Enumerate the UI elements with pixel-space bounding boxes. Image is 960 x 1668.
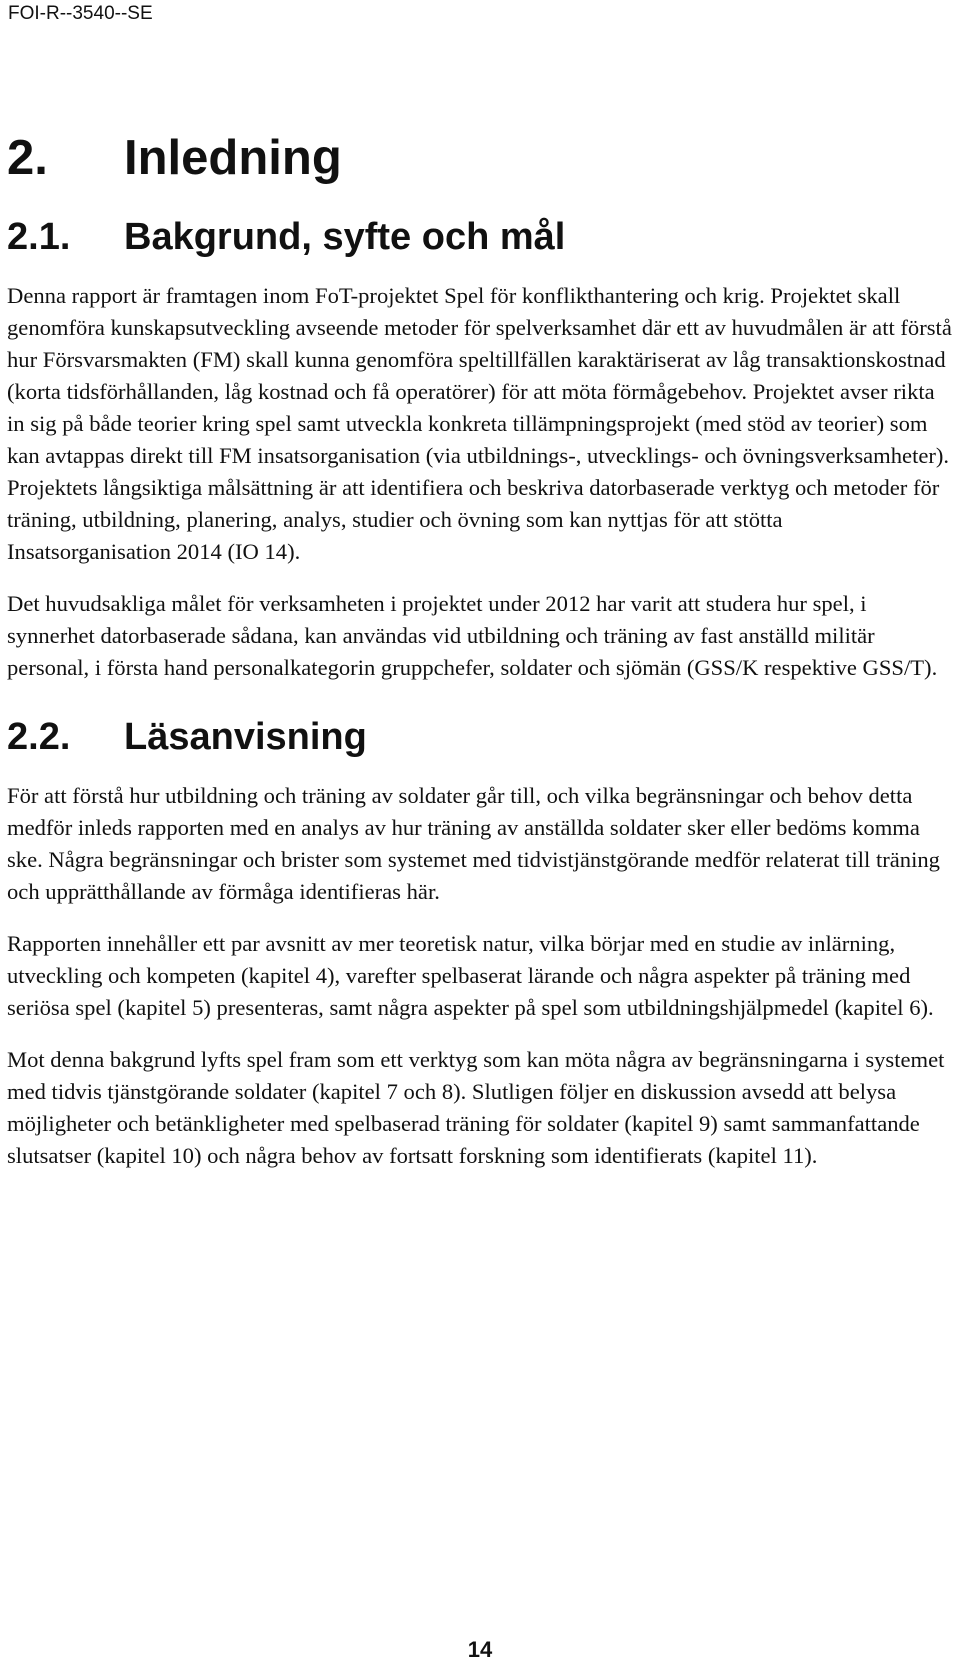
section-number: 2.1. [7,216,71,258]
paragraph: Rapporten innehåller ett par avsnitt av mer teoretisk natur, vilka börjar med en studie av inlärning, utveckling och kompeten (kapitel 4), varefter spelbaserat lärande och några aspekter på träning med seriösa spel (kapitel 5) presenteras, samt några aspekter på spel som utbildningshjälpmedel (kapitel 6). [7,931,934,1020]
paragraph: Denna rapport är framtagen inom FoT-projektet Spel för konflikthantering och krig. Projektet skall genomföra kunskapsutveckling avseende metoder för spelverksamhet där ett av huvudmålen är att förstå hur Försvarsmakten (FM) skall kunna genomföra speltillfällen karaktäriserat av låg transaktionskostnad (korta tidsförhållanden, låg kostnad och få operatörer) för att möta förmågebehov. Projektet avser rikta in sig på både teorier kring spel samt utveckla konkreta tillämpningsprojekt (med stöd av teorier) som kan avtappas direkt till FM insatsorganisation (via utbildnings-, utvecklings- och övningsverksamheter). Projektets långsiktiga målsättning är att identifiera och beskriva datorbaserade verktyg och metoder för träning, utbildning, planering, analys, studier och övning som kan nyttjas för att stötta Insatsorganisation 2014 (IO 14). [7,283,952,564]
section-title: Läsanvisning [124,716,367,758]
paragraph: För att förstå hur utbildning och träning av soldater går till, och vilka begränsningar och behov detta medför inleds rapporten med en analys av hur träning av anställda soldater sker eller bedöms komma ske. Några begränsningar och brister som systemet med tidvistjänstgörande medför relaterat till träning och upprätthållande av förmåga identifieras här. [7,783,940,904]
section-heading [7,214,952,260]
page-number: 14 [467,1637,493,1662]
page-content [7,128,952,1192]
paragraph: Det huvudsakliga målet för verksamheten i projektet under 2012 har varit att studera hur spel, i synnerhet datorbaserade sådana, kan användas vid utbildning och träning av fast anställd militär personal, i första hand personalkategorin gruppchefer, soldater och sjömän (GSS/K respektive GSS/T). [7,591,938,680]
section-number: 2.2. [7,716,71,758]
chapter-title: Inledning [124,131,342,185]
section-heading [7,714,952,760]
chapter-number: 2. [7,131,48,185]
report-code: FOI-R--3540--SE [8,3,153,24]
section-title: Bakgrund, syfte och mål [124,216,566,258]
chapter-heading [7,128,952,188]
paragraph: Mot denna bakgrund lyfts spel fram som ett verktyg som kan möta några av begränsningarna i systemet med tidvis tjänstgörande soldater (kapitel 7 och 8). Slutligen följer en diskussion avsedd att belysa möjligheter och betänkligheter med spelbaserad träning för soldater (kapitel 9) samt sammanfattande slutsatser (kapitel 10) och några behov av fortsatt forskning som identifierats (kapitel 11). [7,1047,945,1168]
